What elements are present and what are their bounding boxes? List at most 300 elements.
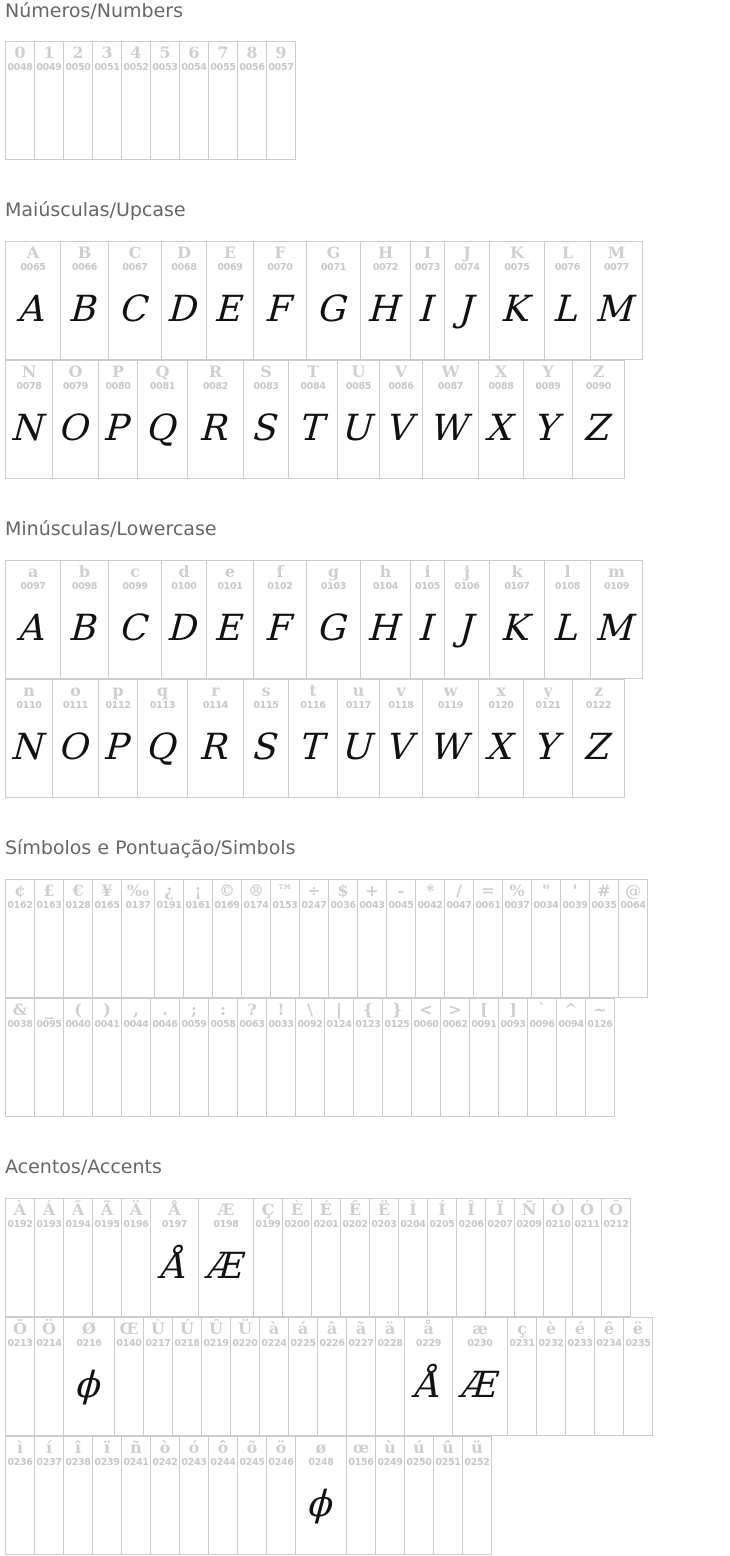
section-title-symbols: Símbolos e Pontuação/Simbols (5, 837, 296, 859)
char-cell (260, 1318, 289, 1435)
char-cell (474, 880, 503, 997)
char-cell (341, 1199, 370, 1316)
char-code: 0246 (268, 1457, 294, 1468)
char-code: 0052 (123, 62, 149, 73)
char-cell (115, 1318, 144, 1435)
char-cell (244, 680, 289, 797)
char-cell (537, 1318, 566, 1435)
char-cell (93, 1437, 122, 1554)
glyph-preview: R (200, 408, 231, 449)
char-cell (445, 880, 474, 997)
char-code: 0090 (585, 381, 612, 392)
char-cell (532, 880, 561, 997)
char-code: 0071 (320, 262, 347, 273)
char-cell (545, 561, 591, 678)
glyph-preview: K (502, 289, 532, 330)
glyph-preview: J (458, 608, 476, 649)
char-cell (370, 1199, 399, 1316)
char-label: ÷ (307, 881, 321, 900)
char-label: b (78, 562, 91, 581)
char-cell (590, 880, 619, 997)
char-code: 0213 (7, 1338, 33, 1349)
char-cell (289, 361, 338, 478)
glyph-preview: K (502, 608, 532, 649)
char-code: 0056 (239, 62, 265, 73)
glyph-preview: Å (160, 1246, 189, 1287)
char-label: : (220, 1000, 226, 1019)
char-cell (35, 880, 64, 997)
char-label: Â (71, 1200, 85, 1219)
char-label: 6 (188, 43, 200, 62)
char-cell (254, 242, 307, 359)
glyph-preview: A (18, 289, 48, 330)
char-label: Ì (409, 1200, 417, 1219)
char-code: 0197 (161, 1219, 188, 1230)
char-cell (35, 999, 64, 1116)
char-code: 0074 (454, 262, 480, 273)
glyph-preview: W (430, 408, 471, 449)
char-label: œ (352, 1438, 370, 1457)
char-cell (122, 42, 151, 159)
char-label: / (456, 881, 462, 900)
char-label: Ö (42, 1319, 56, 1338)
char-code: 0073 (414, 262, 441, 273)
char-cell (307, 561, 361, 678)
char-code: 0111 (62, 700, 89, 711)
char-code: 0217 (145, 1338, 171, 1349)
char-code: 0036 (330, 900, 356, 911)
char-code: 0196 (123, 1219, 149, 1230)
char-label: T (307, 362, 319, 381)
char-label: 4 (130, 43, 142, 62)
char-row (5, 241, 643, 360)
section-title-upcase: Maiúsculas/Upcase (5, 199, 186, 221)
glyph-preview: M (596, 608, 637, 649)
char-label: Í (438, 1200, 446, 1219)
char-cell (64, 999, 93, 1116)
char-label: £ (43, 881, 55, 900)
char-code: 0064 (620, 900, 646, 911)
char-cell (6, 680, 53, 797)
char-cell (267, 42, 296, 159)
char-cell (35, 42, 64, 159)
char-label: d (178, 562, 190, 581)
char-code: 0059 (181, 1019, 207, 1030)
char-label: â (326, 1319, 338, 1338)
char-cell (122, 1199, 151, 1316)
char-cell (6, 42, 35, 159)
char-cell (238, 999, 267, 1116)
char-cell (202, 1318, 231, 1435)
char-cell (405, 1318, 453, 1435)
char-cell (6, 242, 61, 359)
char-cell (267, 999, 296, 1116)
char-code: 0118 (388, 700, 414, 711)
char-cell (434, 1437, 463, 1554)
glyph-preview: L (554, 608, 581, 649)
char-code: 0212 (603, 1219, 629, 1230)
char-label: ü (471, 1438, 483, 1457)
char-label: p (112, 681, 124, 700)
char-cell (428, 1199, 457, 1316)
char-label: O (68, 362, 83, 381)
char-cell (325, 999, 354, 1116)
char-cell (545, 242, 591, 359)
char-label: f (276, 562, 284, 581)
char-cell (399, 1199, 428, 1316)
char-cell (238, 1437, 267, 1554)
char-cell (416, 880, 445, 997)
glyph-preview: B (69, 608, 100, 649)
char-code: 0204 (400, 1219, 426, 1230)
char-cell (411, 242, 445, 359)
char-cell (93, 42, 122, 159)
char-code: 0199 (255, 1219, 281, 1230)
char-code: 0193 (36, 1219, 62, 1230)
char-code: 0140 (116, 1338, 142, 1349)
char-row (5, 1198, 631, 1317)
char-code: 0105 (414, 581, 441, 592)
char-cell (595, 1318, 624, 1435)
char-code: 0104 (372, 581, 399, 592)
char-label: - (397, 881, 405, 900)
char-code: 0156 (348, 1457, 374, 1468)
char-code: 0228 (377, 1338, 403, 1349)
char-code: 0234 (596, 1338, 622, 1349)
char-code: 0086 (388, 381, 414, 392)
char-label: Z (592, 362, 605, 381)
glyph-preview: J (458, 289, 476, 330)
char-label: ] (509, 1000, 517, 1019)
char-code: 0054 (181, 62, 207, 73)
char-label: æ (472, 1319, 488, 1338)
char-code: 0095 (36, 1019, 62, 1030)
glyph-preview: L (554, 289, 581, 330)
char-label: A (26, 243, 40, 262)
char-label: ä (384, 1319, 396, 1338)
char-cell (35, 1318, 64, 1435)
glyph-preview: Y (534, 408, 562, 449)
char-cell (544, 1199, 573, 1316)
char-cell (180, 999, 209, 1116)
char-code: 0043 (359, 900, 385, 911)
char-code: 0216 (76, 1338, 102, 1349)
char-label: # (597, 881, 611, 900)
char-code: 0235 (625, 1338, 651, 1349)
char-code: 0081 (149, 381, 176, 392)
char-code: 0200 (284, 1219, 310, 1230)
char-code: 0207 (487, 1219, 513, 1230)
char-cell (61, 242, 109, 359)
char-cell (300, 880, 329, 997)
char-code: 0195 (94, 1219, 120, 1230)
char-code: 0229 (415, 1338, 442, 1349)
char-code: 0225 (290, 1338, 316, 1349)
char-label: c (130, 562, 140, 581)
char-code: 0113 (149, 700, 176, 711)
char-label: ( (74, 1000, 82, 1019)
char-label: ) (103, 1000, 111, 1019)
char-label: P (111, 362, 125, 381)
char-code: 0061 (475, 900, 501, 911)
char-code: 0107 (504, 581, 530, 592)
char-label: 5 (159, 43, 171, 62)
char-label: Ç (261, 1200, 275, 1219)
glyph-preview: F (266, 608, 294, 649)
char-cell (602, 1199, 631, 1316)
char-label: * (425, 881, 435, 900)
char-label: q (156, 681, 169, 700)
char-code: 0096 (529, 1019, 555, 1030)
char-cell (573, 361, 625, 478)
char-code: 0106 (454, 581, 480, 592)
char-label: ™ (277, 881, 293, 900)
char-row (5, 679, 625, 798)
char-label: Æ (217, 1200, 235, 1219)
char-cell (528, 999, 557, 1116)
char-label: t (309, 681, 317, 700)
char-code: 0169 (214, 900, 240, 911)
char-label: 9 (275, 43, 287, 62)
char-label: _ (45, 1000, 53, 1019)
char-code: 0122 (585, 700, 612, 711)
char-cell (515, 1199, 544, 1316)
char-code: 0077 (603, 262, 630, 273)
char-cell (188, 361, 244, 478)
char-code: 0238 (65, 1457, 91, 1468)
char-cell (53, 361, 99, 478)
char-label: ¥ (101, 881, 113, 900)
glyph-preview: Q (146, 408, 179, 449)
char-label: ó (188, 1438, 200, 1457)
char-code: 0072 (372, 262, 399, 273)
char-cell (122, 999, 151, 1116)
char-code: 0062 (442, 1019, 468, 1030)
char-cell (61, 561, 109, 678)
glyph-preview: E (215, 608, 245, 649)
char-row (5, 560, 643, 679)
char-cell (151, 1199, 199, 1316)
char-code: 0119 (437, 700, 464, 711)
char-cell (122, 880, 155, 997)
char-code: 0087 (437, 381, 464, 392)
glyph-preview: S (252, 408, 280, 449)
char-label: . (162, 1000, 168, 1019)
char-cell (490, 242, 545, 359)
char-row (5, 998, 615, 1117)
char-code: 0226 (319, 1338, 345, 1349)
char-label: J (463, 243, 471, 262)
char-code: 0252 (464, 1457, 490, 1468)
char-label: ñ (130, 1438, 142, 1457)
char-cell (35, 1199, 64, 1316)
char-cell (329, 880, 358, 997)
glyph-preview: U (341, 727, 376, 768)
char-cell (423, 680, 479, 797)
char-label: B (77, 243, 92, 262)
char-label: u (352, 681, 365, 700)
char-label: n (23, 681, 35, 700)
char-label: & (12, 1000, 28, 1019)
char-cell (64, 880, 93, 997)
char-label: S (260, 362, 272, 381)
char-code: 0214 (36, 1338, 62, 1349)
char-label: @ (625, 881, 641, 900)
glyph-preview: P (104, 408, 132, 449)
char-code: 0048 (7, 62, 33, 73)
char-cell (180, 1437, 209, 1554)
char-code: 0251 (435, 1457, 461, 1468)
char-cell (184, 880, 213, 997)
char-cell (296, 1437, 347, 1554)
char-label: 7 (217, 43, 229, 62)
char-label: Á (42, 1200, 56, 1219)
char-cell (35, 1437, 64, 1554)
char-code: 0224 (261, 1338, 287, 1349)
char-cell (238, 42, 267, 159)
char-code: 0114 (202, 700, 229, 711)
char-cell (209, 1437, 238, 1554)
char-code: 0203 (371, 1219, 397, 1230)
char-code: 0084 (300, 381, 326, 392)
char-code: 0239 (94, 1457, 120, 1468)
char-cell (6, 1199, 35, 1316)
char-code: 0211 (574, 1219, 600, 1230)
char-label: y (543, 681, 553, 700)
char-cell (64, 1199, 93, 1316)
char-code: 0066 (71, 262, 98, 273)
glyph-preview: P (104, 727, 132, 768)
glyph-preview: D (168, 289, 200, 330)
char-label: I (423, 243, 432, 262)
char-cell (93, 999, 122, 1116)
char-code: 0202 (342, 1219, 368, 1230)
char-cell (109, 242, 162, 359)
char-cell (53, 680, 99, 797)
char-label: } (391, 1000, 403, 1019)
char-label: ` (538, 1000, 546, 1019)
glyph-preview: D (168, 608, 200, 649)
char-label: + (365, 881, 379, 900)
char-cell (361, 561, 411, 678)
char-cell (445, 242, 490, 359)
char-cell (338, 680, 380, 797)
char-code: 0039 (562, 900, 588, 911)
char-label: x (496, 681, 506, 700)
glyph-preview: Æ (206, 1246, 246, 1287)
char-cell (508, 1318, 537, 1435)
char-code: 0209 (516, 1219, 542, 1230)
char-cell (254, 561, 307, 678)
char-code: 0083 (253, 381, 279, 392)
char-cell (99, 680, 138, 797)
char-code: 0247 (301, 900, 327, 911)
char-label: m (608, 562, 625, 581)
char-cell (354, 999, 383, 1116)
char-label: é (574, 1319, 586, 1338)
char-label: ô (217, 1438, 229, 1457)
char-label: C (128, 243, 142, 262)
char-label: Å (168, 1200, 181, 1219)
char-label: h (379, 562, 392, 581)
char-code: 0162 (7, 900, 33, 911)
char-cell (271, 880, 300, 997)
char-cell (423, 361, 479, 478)
char-label: Ô (609, 1200, 623, 1219)
char-code: 0250 (406, 1457, 432, 1468)
char-label: 3 (101, 43, 113, 62)
glyph-preview: R (200, 727, 231, 768)
char-label: î (74, 1438, 82, 1457)
char-cell (445, 561, 490, 678)
char-cell (99, 361, 138, 478)
char-code: 0117 (345, 700, 372, 711)
char-label: ë (632, 1319, 644, 1338)
char-code: 0108 (554, 581, 581, 592)
char-cell (312, 1199, 341, 1316)
char-label: W (441, 362, 460, 381)
char-code: 0099 (122, 581, 148, 592)
char-row (5, 879, 648, 998)
char-label: ¡ (194, 881, 202, 900)
char-label: í (45, 1438, 53, 1457)
char-cell (64, 1437, 93, 1554)
glyph-preview: H (368, 289, 403, 330)
char-label: M (607, 243, 626, 262)
char-code: 0236 (7, 1457, 33, 1468)
glyph-preview: H (368, 608, 403, 649)
char-code: 0098 (71, 581, 98, 592)
char-code: 0124 (326, 1019, 352, 1030)
glyph-preview: Q (146, 727, 179, 768)
char-code: 0137 (125, 900, 151, 911)
char-cell (524, 680, 573, 797)
char-cell (318, 1318, 347, 1435)
char-label: G (326, 243, 341, 262)
glyph-preview: X (486, 727, 516, 768)
char-label: [ (480, 1000, 488, 1019)
char-code: 0075 (504, 262, 530, 273)
glyph-preview: Æ (460, 1365, 500, 1406)
char-code: 0091 (471, 1019, 497, 1030)
glyph-preview: I (418, 289, 437, 330)
char-code: 0101 (217, 581, 243, 592)
char-code: 0092 (297, 1019, 323, 1030)
char-label: L (561, 243, 574, 262)
char-code: 0125 (384, 1019, 410, 1030)
char-cell (619, 880, 648, 997)
char-label: ø (315, 1438, 327, 1457)
char-label: Ñ (521, 1200, 537, 1219)
char-code: 0082 (202, 381, 229, 392)
char-label: ; (191, 1000, 197, 1019)
char-code: 0102 (267, 581, 293, 592)
char-cell (624, 1318, 653, 1435)
glyph-preview: Z (584, 408, 613, 449)
char-label: ¿ (164, 881, 174, 900)
char-cell (109, 561, 162, 678)
section-title-accents: Acentos/Accents (5, 1156, 162, 1178)
char-label: ® (248, 881, 264, 900)
glyph-preview: U (341, 408, 376, 449)
char-code: 0237 (36, 1457, 62, 1468)
char-label: ‰ (126, 881, 150, 900)
char-cell (151, 42, 180, 159)
char-row (5, 41, 296, 160)
char-label: Ø (82, 1319, 96, 1338)
char-label: g (327, 562, 340, 581)
char-code: 0165 (94, 900, 120, 911)
